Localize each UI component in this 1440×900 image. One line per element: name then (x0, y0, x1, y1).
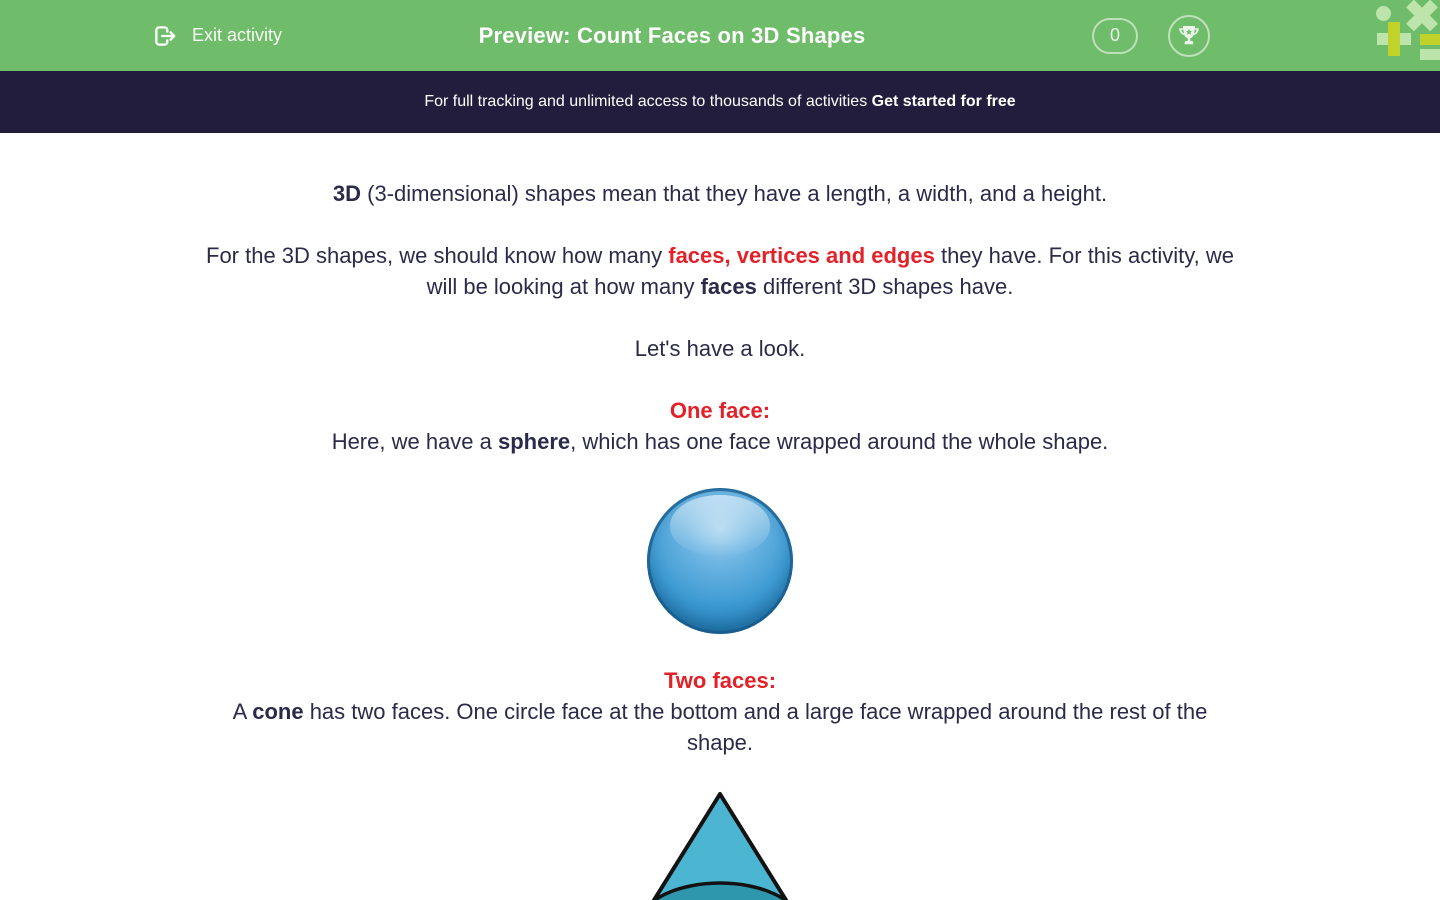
logo-dot-icon (1376, 6, 1391, 21)
score-value: 0 (1109, 25, 1120, 45)
header (0, 0, 1440, 71)
intro-paragraph: 3D (3-dimensional) shapes mean that they have a length, a width, and a height. (332, 181, 1108, 206)
trophy-icon (1177, 24, 1201, 48)
page-title: Preview: Count Faces on 3D Shapes (478, 22, 866, 48)
two-faces-heading: Two faces: (663, 668, 777, 693)
banner-text: For full tracking and unlimited access to thousands of activities (424, 93, 872, 110)
sphere-image (647, 488, 793, 634)
trophy-button[interactable] (1168, 15, 1210, 57)
upgrade-banner (0, 71, 1440, 133)
one-face-heading: One face: (669, 398, 771, 423)
math-symbols-logo (1356, 0, 1440, 60)
cone-paragraph: A cone has two faces. One circle face at the bottom and a large face wrapped around the rest of the shape. (232, 699, 1208, 755)
score-counter (1092, 18, 1138, 54)
logo-plus-icon (1377, 22, 1411, 56)
explain-paragraph: For the 3D shapes, we should know how many faces, vertices and edges they have. For this activity, we will be looking at how many faces different 3D shapes have. (206, 243, 1234, 299)
sphere-paragraph: Here, we have a sphere, which has one face wrapped around the whole shape. (331, 429, 1109, 454)
lets-look-paragraph: Let's have a look. (634, 336, 806, 361)
exit-activity-label: Exit activity (192, 25, 283, 45)
cone-image (635, 789, 805, 900)
activity-content (0, 133, 1440, 900)
header-right-group (1092, 15, 1210, 57)
get-started-link[interactable]: Get started for free (871, 93, 1016, 110)
